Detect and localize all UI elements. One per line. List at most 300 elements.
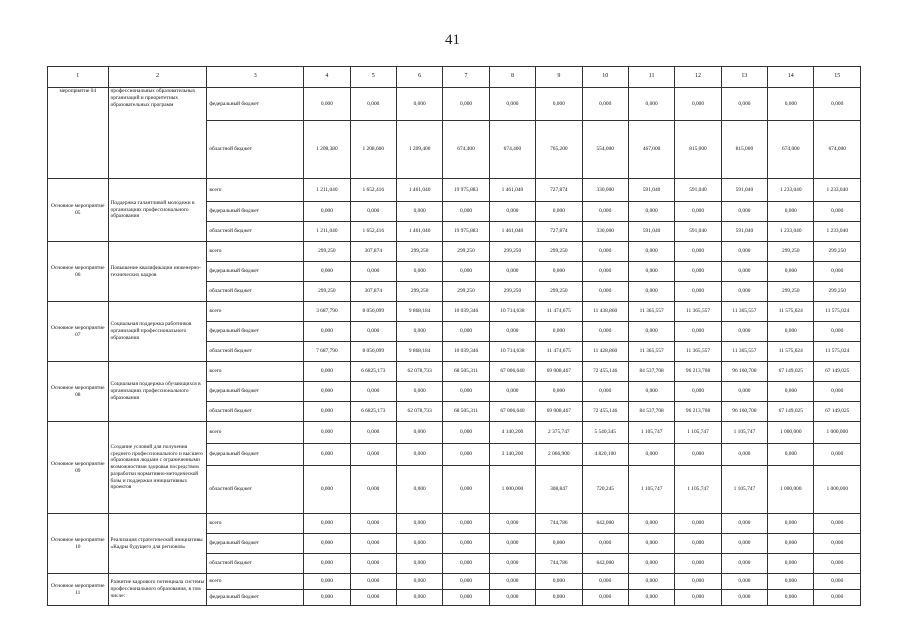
value-cell: 0,000 (675, 534, 721, 554)
value-cell: 11 365,557 (628, 302, 674, 322)
value-cell: 299,250 (536, 282, 582, 302)
value-cell: 1 000,000 (489, 466, 535, 514)
value-cell: 68 505,311 (443, 402, 489, 422)
value-cell: 0,000 (814, 88, 861, 121)
value-cell: 0,000 (350, 574, 396, 590)
funding-source-cell: всего (207, 514, 304, 534)
value-cell: 299,250 (536, 242, 582, 262)
value-cell: 0,000 (443, 574, 489, 590)
table-row (48, 422, 861, 444)
value-cell: 9 868,184 (396, 342, 442, 362)
value-cell: 0,000 (396, 262, 442, 282)
value-cell: 10 714,638 (489, 342, 535, 362)
value-cell: 1 208,600 (350, 121, 396, 179)
value-cell: 4 820,100 (582, 444, 628, 466)
column-header: 6 (396, 67, 442, 88)
value-cell: 0,000 (536, 202, 582, 222)
value-cell: 0,000 (536, 574, 582, 590)
value-cell: 0,000 (489, 202, 535, 222)
value-cell: 299,250 (489, 282, 535, 302)
value-cell: 11 575,024 (768, 342, 814, 362)
value-cell: 0,000 (768, 444, 814, 466)
value-cell: 0,000 (304, 554, 350, 574)
value-cell: 1 105,747 (721, 466, 767, 514)
value-cell: 0,000 (675, 382, 721, 402)
value-cell: 299,250 (396, 242, 442, 262)
funding-source-cell: областной бюджет (207, 222, 304, 242)
value-cell: 0,000 (443, 466, 489, 514)
value-cell: 0,000 (768, 514, 814, 534)
value-cell: 1 461,040 (489, 222, 535, 242)
value-cell: 0,000 (628, 202, 674, 222)
value-cell: 0,000 (443, 554, 489, 574)
value-cell: 0,000 (675, 88, 721, 121)
value-cell: 591,040 (721, 222, 767, 242)
value-cell: 0,000 (396, 534, 442, 554)
value-cell: 0,000 (582, 282, 628, 302)
value-cell: 0,000 (489, 554, 535, 574)
value-cell: 299,250 (814, 242, 861, 262)
value-cell: 0,000 (675, 322, 721, 342)
value-cell: 68 505,311 (443, 362, 489, 382)
value-cell: 1 233,040 (768, 222, 814, 242)
value-cell: 67 149,025 (814, 402, 861, 422)
value-cell: 0,000 (396, 574, 442, 590)
value-cell: 0,000 (489, 574, 535, 590)
value-cell: 0,000 (582, 534, 628, 554)
value-cell: 1 652,416 (350, 179, 396, 202)
funding-source-cell: всего (207, 362, 304, 382)
value-cell: 96 160,708 (721, 402, 767, 422)
event-cell: Основное мероприятие 11 (48, 574, 109, 606)
column-header: 2 (108, 67, 207, 88)
event-cell: мероприятие 04 (48, 88, 109, 179)
value-cell: 0,000 (489, 534, 535, 554)
value-cell: 1 233,040 (768, 179, 814, 202)
value-cell: 0,000 (628, 444, 674, 466)
value-cell: 0,000 (350, 444, 396, 466)
funding-source-cell: федеральный бюджет (207, 202, 304, 222)
value-cell: 0,000 (396, 590, 442, 606)
value-cell: 0,000 (721, 444, 767, 466)
value-cell: 2 375,747 (536, 422, 582, 444)
table-header-row (48, 67, 861, 88)
value-cell: 3 687,790 (304, 302, 350, 322)
event-name-cell: Развитие кадрового потенциала системы профессионального образования, в том числе: (108, 574, 207, 606)
value-cell: 96 160,708 (721, 362, 767, 382)
column-header: 11 (628, 67, 674, 88)
value-cell: 11 474,675 (536, 302, 582, 322)
value-cell: 727,874 (536, 222, 582, 242)
funding-source-cell: федеральный бюджет (207, 322, 304, 342)
value-cell: 0,000 (582, 88, 628, 121)
event-cell: Основное мероприятие 08 (48, 362, 109, 422)
value-cell: 0,000 (350, 202, 396, 222)
value-cell: 0,000 (721, 382, 767, 402)
value-cell: 0,000 (628, 514, 674, 534)
value-cell: 0,000 (350, 322, 396, 342)
value-cell: 0,000 (814, 590, 861, 606)
value-cell: 84 537,708 (628, 402, 674, 422)
value-cell: 0,000 (304, 202, 350, 222)
value-cell: 1 233,040 (814, 222, 861, 242)
table-row (48, 302, 861, 322)
value-cell: 96 213,708 (675, 402, 721, 422)
value-cell: 1 000,000 (768, 422, 814, 444)
funding-source-cell: всего (207, 242, 304, 262)
value-cell: 554,000 (582, 121, 628, 179)
value-cell: 0,000 (628, 282, 674, 302)
value-cell: 642,000 (582, 554, 628, 574)
value-cell: 0,000 (721, 574, 767, 590)
value-cell: 0,000 (768, 322, 814, 342)
funding-source-cell: федеральный бюджет (207, 382, 304, 402)
value-cell: 0,000 (536, 590, 582, 606)
value-cell: 0,000 (304, 88, 350, 121)
value-cell: 11 575,024 (814, 342, 861, 362)
value-cell: 0,000 (721, 242, 767, 262)
value-cell: 0,000 (721, 514, 767, 534)
value-cell: 0,000 (628, 574, 674, 590)
value-cell: 0,000 (304, 262, 350, 282)
value-cell: 0,000 (675, 574, 721, 590)
value-cell: 0,000 (768, 590, 814, 606)
value-cell: 0,000 (768, 534, 814, 554)
value-cell: 642,000 (582, 514, 628, 534)
value-cell: 62 078,733 (396, 402, 442, 422)
value-cell: 0,000 (628, 262, 674, 282)
value-cell: 0,000 (396, 382, 442, 402)
value-cell: 0,000 (628, 554, 674, 574)
value-cell: 0,000 (628, 88, 674, 121)
value-cell: 11 365,557 (721, 342, 767, 362)
value-cell: 11 428,860 (582, 342, 628, 362)
value-cell: 0,000 (768, 382, 814, 402)
value-cell: 1 211,040 (304, 179, 350, 202)
budget-table (47, 66, 861, 606)
column-header: 10 (582, 67, 628, 88)
value-cell: 0,000 (304, 444, 350, 466)
value-cell: 0,000 (443, 382, 489, 402)
value-cell: 0,000 (443, 590, 489, 606)
column-header: 8 (489, 67, 535, 88)
value-cell: 0,000 (721, 282, 767, 302)
value-cell: 591,040 (721, 179, 767, 202)
value-cell: 1 652,416 (350, 222, 396, 242)
value-cell: 815,000 (721, 121, 767, 179)
value-cell: 96 213,708 (675, 362, 721, 382)
value-cell: 67 149,025 (814, 362, 861, 382)
value-cell: 1 105,747 (675, 466, 721, 514)
column-header: 13 (721, 67, 767, 88)
value-cell: 0,000 (814, 444, 861, 466)
value-cell: 67 149,025 (768, 362, 814, 382)
value-cell: 0,000 (768, 88, 814, 121)
value-cell: 299,250 (768, 282, 814, 302)
table-row (48, 88, 861, 121)
value-cell: 72 455,146 (582, 402, 628, 422)
funding-source-cell: областной бюджет (207, 402, 304, 422)
value-cell: 0,000 (768, 574, 814, 590)
value-cell: 11 575,024 (768, 302, 814, 322)
value-cell: 727,874 (536, 179, 582, 202)
value-cell: 0,000 (814, 514, 861, 534)
value-cell: 299,250 (489, 242, 535, 262)
value-cell: 0,000 (768, 554, 814, 574)
value-cell: 1 105,747 (721, 422, 767, 444)
value-cell: 674,000 (814, 121, 861, 179)
table-body (48, 67, 861, 606)
value-cell: 0,000 (675, 242, 721, 262)
value-cell: 330,000 (582, 179, 628, 202)
value-cell: 0,000 (304, 322, 350, 342)
value-cell: 2 066,900 (536, 444, 582, 466)
value-cell: 0,000 (304, 422, 350, 444)
event-name-cell: Повышение квалификации инженерно- технических кадров (108, 242, 207, 302)
value-cell: 10 714,638 (489, 302, 535, 322)
value-cell: 0,000 (675, 590, 721, 606)
value-cell: 62 078,733 (396, 362, 442, 382)
value-cell: 0,000 (582, 322, 628, 342)
event-cell: Основное мероприятие 06 (48, 242, 109, 302)
value-cell: 1 233,040 (814, 179, 861, 202)
value-cell: 0,000 (628, 322, 674, 342)
funding-source-cell: областной бюджет (207, 282, 304, 302)
value-cell: 0,000 (675, 554, 721, 574)
value-cell: 11 365,557 (675, 302, 721, 322)
value-cell: 0,000 (582, 262, 628, 282)
page-number: 41 (445, 32, 460, 48)
value-cell: 0,000 (814, 262, 861, 282)
value-cell: 11 474,675 (536, 342, 582, 362)
value-cell: 330,000 (582, 222, 628, 242)
event-cell: Основное мероприятие 10 (48, 514, 109, 574)
value-cell: 0,000 (768, 202, 814, 222)
value-cell: 19 975,883 (443, 179, 489, 202)
value-cell: 0,000 (675, 444, 721, 466)
value-cell: 815,000 (675, 121, 721, 179)
value-cell: 0,000 (304, 574, 350, 590)
value-cell: 720,245 (582, 466, 628, 514)
value-cell: 0,000 (396, 466, 442, 514)
value-cell: 7 687,790 (304, 342, 350, 362)
value-cell: 0,000 (536, 262, 582, 282)
value-cell: 674,400 (443, 121, 489, 179)
value-cell: 10 039,346 (443, 342, 489, 362)
value-cell: 11 365,557 (675, 342, 721, 362)
event-cell: Основное мероприятие 05 (48, 179, 109, 242)
value-cell: 0,000 (628, 382, 674, 402)
value-cell: 5 540,345 (582, 422, 628, 444)
value-cell: 0,000 (304, 590, 350, 606)
column-header: 14 (768, 67, 814, 88)
value-cell: 0,000 (443, 422, 489, 444)
value-cell: 0,000 (489, 88, 535, 121)
value-cell: 10 039,346 (443, 302, 489, 322)
event-name-cell: Реализация стратегической инициативы «Кадры будущего для регионов» (108, 514, 207, 574)
value-cell: 0,000 (721, 322, 767, 342)
value-cell: 0,000 (536, 382, 582, 402)
value-cell: 0,000 (304, 514, 350, 534)
value-cell: 591,040 (628, 222, 674, 242)
funding-source-cell: областной бюджет (207, 466, 304, 514)
value-cell: 0,000 (814, 382, 861, 402)
value-cell: 1 461,040 (396, 179, 442, 202)
value-cell: 299,250 (304, 242, 350, 262)
value-cell: 11 438,860 (582, 302, 628, 322)
value-cell: 467,000 (628, 121, 674, 179)
value-cell: 0,000 (489, 514, 535, 534)
value-cell: 591,040 (675, 179, 721, 202)
value-cell: 69 008,467 (536, 362, 582, 382)
value-cell: 0,000 (814, 554, 861, 574)
value-cell: 19 975,883 (443, 222, 489, 242)
value-cell: 0,000 (675, 202, 721, 222)
funding-source-cell: областной бюджет (207, 121, 304, 179)
value-cell: 744,786 (536, 554, 582, 574)
funding-source-cell: федеральный бюджет (207, 534, 304, 554)
value-cell: 0,000 (536, 322, 582, 342)
value-cell: 591,040 (675, 222, 721, 242)
funding-source-cell: всего (207, 574, 304, 590)
event-name-cell: Поддержка талантливой молодежи в организациях профессионального образования (108, 179, 207, 242)
value-cell: 0,000 (350, 382, 396, 402)
value-cell: 1 208,380 (304, 121, 350, 179)
value-cell: 0,000 (721, 262, 767, 282)
value-cell: 1 461,040 (489, 179, 535, 202)
value-cell: 591,040 (628, 179, 674, 202)
value-cell: 0,000 (628, 242, 674, 262)
value-cell: 0,000 (582, 202, 628, 222)
value-cell: 11 365,557 (721, 302, 767, 322)
value-cell: 0,000 (489, 382, 535, 402)
value-cell: 0,000 (582, 242, 628, 262)
value-cell: 6 6825,173 (350, 402, 396, 422)
value-cell: 0,000 (304, 466, 350, 514)
funding-source-cell: федеральный бюджет (207, 262, 304, 282)
funding-source-cell: федеральный бюджет (207, 590, 304, 606)
value-cell: 1 105,747 (628, 466, 674, 514)
value-cell: 1 461,040 (396, 222, 442, 242)
value-cell: 307,874 (350, 282, 396, 302)
value-cell: 67 006,640 (489, 402, 535, 422)
funding-source-cell: всего (207, 422, 304, 444)
funding-source-cell: областной бюджет (207, 554, 304, 574)
table-row (48, 574, 861, 590)
value-cell: 0,000 (768, 262, 814, 282)
value-cell: 0,000 (350, 262, 396, 282)
value-cell: 0,000 (304, 534, 350, 554)
value-cell: 69 008,467 (536, 402, 582, 422)
value-cell: 0,000 (814, 574, 861, 590)
value-cell: 0,000 (350, 466, 396, 514)
value-cell: 9 868,184 (396, 302, 442, 322)
value-cell: 0,000 (536, 534, 582, 554)
column-header: 3 (207, 67, 304, 88)
value-cell: 0,000 (350, 590, 396, 606)
value-cell: 0,000 (814, 322, 861, 342)
value-cell: 8 056,099 (350, 302, 396, 322)
value-cell: 0,000 (350, 554, 396, 574)
column-header: 5 (350, 67, 396, 88)
value-cell: 674,400 (489, 121, 535, 179)
value-cell: 1 000,000 (814, 466, 861, 514)
value-cell: 744,786 (536, 514, 582, 534)
value-cell: 308,847 (536, 466, 582, 514)
value-cell: 0,000 (721, 202, 767, 222)
value-cell: 0,000 (536, 88, 582, 121)
event-cell: Основное мероприятие 07 (48, 302, 109, 362)
value-cell: 1 209,400 (396, 121, 442, 179)
value-cell: 72 455,146 (582, 362, 628, 382)
value-cell: 0,000 (396, 88, 442, 121)
value-cell: 0,000 (675, 262, 721, 282)
funding-source-cell: областной бюджет (207, 342, 304, 362)
value-cell: 0,000 (628, 534, 674, 554)
value-cell: 0,000 (443, 262, 489, 282)
column-header: 9 (536, 67, 582, 88)
value-cell: 1 000,000 (814, 422, 861, 444)
value-cell: 1 105,747 (675, 422, 721, 444)
value-cell: 0,000 (721, 590, 767, 606)
value-cell: 0,000 (582, 382, 628, 402)
value-cell: 11 575,024 (814, 302, 861, 322)
value-cell: 0,000 (396, 422, 442, 444)
column-header: 12 (675, 67, 721, 88)
table-row (48, 362, 861, 382)
value-cell: 11 365,557 (628, 342, 674, 362)
table-row (48, 242, 861, 262)
value-cell: 0,000 (814, 202, 861, 222)
value-cell: 0,000 (582, 574, 628, 590)
event-name-cell: Социальная поддержка работников организаций профессионального образования (108, 302, 207, 362)
funding-source-cell: федеральный бюджет (207, 444, 304, 466)
value-cell: 84 537,708 (628, 362, 674, 382)
value-cell: 0,000 (721, 534, 767, 554)
value-cell: 0,000 (443, 322, 489, 342)
column-header: 1 (48, 67, 109, 88)
value-cell: 674,000 (768, 121, 814, 179)
value-cell: 3 140,200 (489, 444, 535, 466)
funding-source-cell: всего (207, 179, 304, 202)
value-cell: 307,874 (350, 242, 396, 262)
value-cell: 0,000 (350, 534, 396, 554)
value-cell: 0,000 (814, 534, 861, 554)
value-cell: 0,000 (443, 88, 489, 121)
table-row (48, 514, 861, 534)
funding-source-cell: федеральный бюджет (207, 88, 304, 121)
value-cell: 0,000 (628, 590, 674, 606)
event-name-cell: профессиональных образовательных организаций и приоритетных образовательных программ (108, 88, 207, 179)
value-cell: 0,000 (582, 590, 628, 606)
value-cell: 67 149,025 (768, 402, 814, 422)
value-cell: 765,200 (536, 121, 582, 179)
value-cell: 0,000 (443, 514, 489, 534)
column-header: 15 (814, 67, 861, 88)
event-name-cell: Социальная поддержка обучающихся в организациях профессионального образования (108, 362, 207, 422)
value-cell: 1 000,000 (768, 466, 814, 514)
value-cell: 0,000 (443, 444, 489, 466)
value-cell: 0,000 (721, 88, 767, 121)
value-cell: 1 105,747 (628, 422, 674, 444)
value-cell: 0,000 (304, 362, 350, 382)
funding-source-cell: всего (207, 302, 304, 322)
value-cell: 0,000 (675, 514, 721, 534)
value-cell: 0,000 (396, 444, 442, 466)
value-cell: 299,250 (304, 282, 350, 302)
value-cell: 6 6825,173 (350, 362, 396, 382)
value-cell: 299,250 (814, 282, 861, 302)
